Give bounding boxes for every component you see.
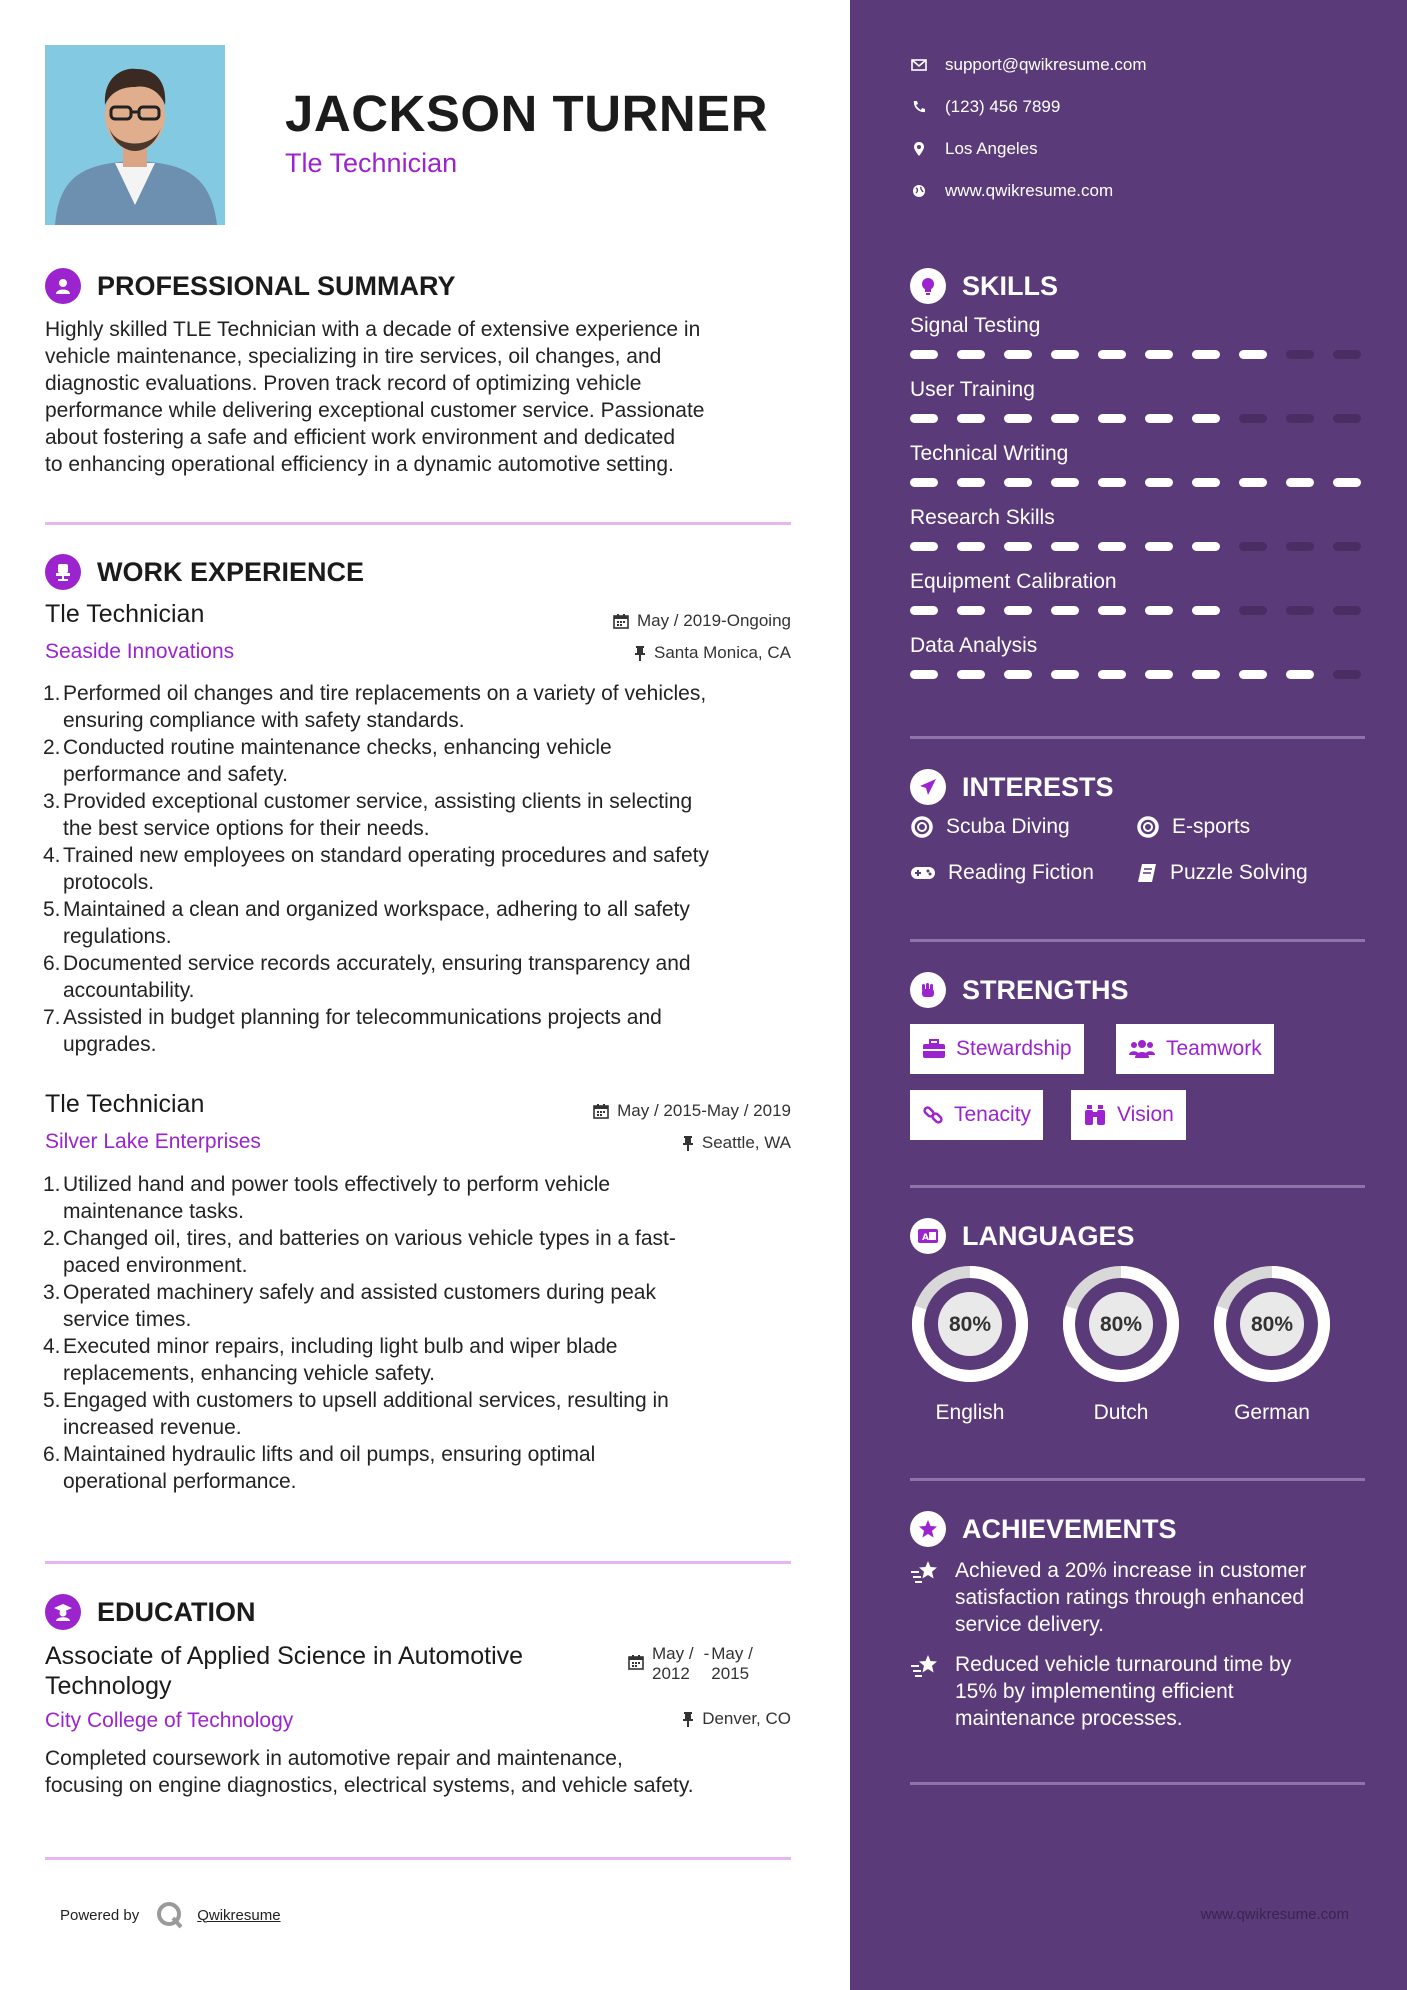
powered-by [60, 1900, 281, 1930]
skill-dash-filled [1051, 606, 1079, 615]
job-duties [45, 1171, 805, 1495]
degree-line: Technology [45, 1672, 172, 1700]
section-title: ACHIEVEMENTS [962, 1513, 1177, 1544]
date-range: May / 2019-Ongoing [636, 611, 791, 630]
skill-dash-filled [1098, 414, 1126, 423]
briefcase-icon [922, 1039, 946, 1059]
skill-name: Research Skills [910, 506, 1055, 529]
skill-dash-filled [1098, 670, 1126, 679]
skill-dash-filled [1051, 414, 1079, 423]
achievement-text [955, 1557, 1306, 1638]
link-icon [922, 1104, 944, 1126]
date-separator: - [703, 1644, 710, 1663]
description-line: Completed coursework in automotive repair and maintenance, [45, 1747, 623, 1770]
skill-dash-filled [957, 414, 985, 423]
achievement-line: maintenance processes. [955, 1707, 1183, 1730]
interests-heading [910, 769, 1114, 805]
section-title: INTERESTS [962, 771, 1114, 802]
summary-line: vehicle maintenance, specializing in tire services, oil changes, and [45, 345, 662, 368]
job-title: Tle Technician [45, 600, 205, 628]
language-gauge [1061, 1264, 1181, 1384]
strength-chip [1071, 1090, 1186, 1140]
skill-dash-filled [1192, 606, 1220, 615]
item-text: Changed oil, tires, and batteries on various vehicle types in a fast- [63, 1227, 676, 1250]
qwikresume-logo-icon [155, 1900, 185, 1930]
skill-level-meter [910, 478, 1370, 487]
skill-dash-filled [957, 670, 985, 679]
section-title: STRENGTHS [962, 974, 1129, 1005]
map-pin-icon [910, 141, 928, 157]
skill-dash-empty [1239, 414, 1267, 423]
education-heading [45, 1594, 256, 1630]
skill-dash-filled [1051, 542, 1079, 551]
skill-dash-filled [957, 606, 985, 615]
graduate-icon [45, 1594, 81, 1630]
interest-item [1136, 815, 1250, 839]
location-text: Seattle, WA [701, 1133, 791, 1152]
strength-chip [910, 1090, 1043, 1140]
section-title: WORK EXPERIENCE [97, 556, 365, 587]
sidebar [850, 0, 1407, 1990]
achievement-line: Reduced vehicle turnaround time by [955, 1653, 1292, 1676]
skill-dash-filled [910, 350, 938, 359]
contact-text: (123) 456 7899 [945, 97, 1061, 116]
item-text: increased revenue. [63, 1416, 242, 1439]
contact-list [910, 44, 1147, 212]
skill-dash-empty [1286, 414, 1314, 423]
achievement-item [910, 1557, 1370, 1638]
item-number: 2. [43, 736, 61, 759]
envelope-icon [910, 59, 928, 71]
skill-dash-empty [1286, 350, 1314, 359]
skill-dash-filled [1239, 350, 1267, 359]
section-divider [910, 1478, 1365, 1481]
skill-dash-filled [910, 606, 938, 615]
skill-dash-filled [1004, 670, 1032, 679]
pin-icon [634, 645, 646, 661]
achievement-line: Achieved a 20% increase in customer [955, 1559, 1307, 1582]
achievement-line: satisfaction ratings through enhanced [955, 1586, 1305, 1609]
skill-dash-empty [1333, 670, 1361, 679]
list-item [45, 1441, 805, 1495]
calendar-icon [628, 1654, 644, 1670]
skill-dash-filled [1286, 478, 1314, 487]
interest-label: E-sports [1172, 815, 1251, 838]
skill-name: Equipment Calibration [910, 570, 1117, 593]
company-name: Seaside Innovations [45, 640, 235, 663]
list-item [45, 1225, 805, 1279]
item-number: 4. [43, 1335, 61, 1358]
achievement-line: service delivery. [955, 1613, 1104, 1636]
skill-dash-filled [957, 478, 985, 487]
strengths-heading [910, 972, 1129, 1008]
item-text: Assisted in budget planning for telecommunications projects and [63, 1006, 662, 1029]
item-text: Trained new employees on standard operating procedures and safety [63, 844, 709, 867]
language-item [1061, 1264, 1181, 1425]
section-title: LANGUAGES [962, 1220, 1135, 1251]
summary-line: diagnostic evaluations. Proven track record of optimizing vehicle [45, 372, 642, 395]
summary-line: to enhancing operational efficiency in a dynamic automotive setting. [45, 453, 674, 476]
skill-dash-empty [1286, 542, 1314, 551]
list-item [45, 842, 805, 896]
strength-label: Stewardship [956, 1037, 1072, 1060]
skill-dash-filled [1051, 670, 1079, 679]
item-number: 7. [43, 1006, 61, 1029]
job-location [682, 1133, 791, 1153]
life-ring-icon [1136, 815, 1160, 839]
skill-dash-filled [1098, 606, 1126, 615]
date-part: 2012 [652, 1664, 690, 1683]
job-title: Tle Technician [45, 1090, 205, 1118]
languages-heading [910, 1218, 1135, 1254]
list-item [45, 734, 805, 788]
skill-item [910, 378, 1370, 442]
achievements-heading [910, 1511, 1177, 1547]
gauge-percent-label: 80% [1250, 1313, 1294, 1336]
item-text: Executed minor repairs, including light bulb and wiper blade [63, 1335, 618, 1358]
skill-dash-filled [1192, 414, 1220, 423]
list-item [45, 896, 805, 950]
strength-label: Tenacity [954, 1103, 1032, 1126]
language-item [1212, 1264, 1332, 1425]
skill-dash-empty [1239, 542, 1267, 551]
interest-item [1136, 861, 1308, 885]
location-text: Santa Monica, CA [653, 643, 791, 662]
item-number: 1. [43, 682, 61, 705]
skill-dash-empty [1333, 350, 1361, 359]
section-divider [910, 736, 1365, 739]
skill-dash-filled [1239, 670, 1267, 679]
skill-level-meter [910, 542, 1370, 551]
skill-dash-empty [1333, 606, 1361, 615]
skill-dash-filled [1192, 350, 1220, 359]
skill-dash-filled [1145, 350, 1173, 359]
item-text: protocols. [63, 871, 155, 894]
item-text: Utilized hand and power tools effectively to perform vehicle [63, 1173, 611, 1196]
item-number: 3. [43, 790, 61, 813]
skills-list [910, 314, 1370, 698]
skill-dash-filled [1145, 478, 1173, 487]
skill-dash-empty [1286, 606, 1314, 615]
footer-website[interactable]: www.qwikresume.com [1200, 1906, 1349, 1923]
section-title: EDUCATION [97, 1596, 256, 1627]
list-item [45, 1333, 805, 1387]
users-icon [1128, 1039, 1156, 1059]
translate-icon [910, 1218, 946, 1254]
skill-dash-filled [1051, 350, 1079, 359]
list-item [45, 1279, 805, 1333]
education-dates [628, 1644, 753, 1684]
contact-text: www.qwikresume.com [945, 181, 1114, 200]
book-icon [1136, 862, 1158, 884]
section-title: PROFESSIONAL SUMMARY [97, 270, 456, 301]
skill-item [910, 442, 1370, 506]
skill-dash-filled [1192, 542, 1220, 551]
powered-by-label: Powered by [60, 1906, 140, 1924]
skill-dash-filled [1286, 670, 1314, 679]
skill-level-meter [910, 670, 1370, 679]
skill-dash-filled [1004, 542, 1032, 551]
skill-dash-filled [1192, 478, 1220, 487]
item-text: operational performance. [63, 1470, 297, 1493]
skill-dash-empty [1333, 414, 1361, 423]
item-text: the best service options for their needs. [63, 817, 430, 840]
item-text: maintenance tasks. [63, 1200, 244, 1223]
job-dates [613, 611, 791, 631]
skill-item [910, 570, 1370, 634]
skill-level-meter [910, 606, 1370, 615]
item-text: Conducted routine maintenance checks, enhancing vehicle [63, 736, 612, 759]
item-text: upgrades. [63, 1033, 157, 1056]
contact-text: Los Angeles [945, 139, 1038, 158]
list-item [45, 680, 805, 734]
description-line: focusing on engine diagnostics, electrical systems, and vehicle safety. [45, 1774, 694, 1797]
qwikresume-link[interactable]: Qwikresume [197, 1906, 281, 1924]
list-item [45, 950, 805, 1004]
end-date [711, 1644, 753, 1684]
interest-label: Puzzle Solving [1170, 861, 1308, 884]
skill-name: Signal Testing [910, 314, 1041, 337]
shooting-star-icon [910, 1557, 940, 1638]
job-duties [45, 680, 805, 1058]
paper-plane-icon [910, 769, 946, 805]
item-number: 1. [43, 1173, 61, 1196]
skills-heading [910, 268, 1058, 304]
svg-text:A: A [922, 1233, 929, 1243]
list-item [45, 1387, 805, 1441]
degree-line: Associate of Applied Science in Automotive [45, 1642, 524, 1670]
school-name: City College of Technology [45, 1709, 294, 1732]
skill-dash-filled [1192, 670, 1220, 679]
language-name: Dutch [1093, 1401, 1149, 1424]
profile-photo [45, 45, 225, 225]
pin-icon [682, 1711, 694, 1727]
skill-dash-filled [910, 670, 938, 679]
strength-chip [1116, 1024, 1274, 1074]
date-part: 2015 [711, 1664, 750, 1683]
section-title: SKILLS [962, 270, 1059, 301]
skill-dash-filled [1004, 606, 1032, 615]
list-item [45, 788, 805, 842]
start-date [652, 1644, 694, 1684]
item-number: 5. [43, 1389, 61, 1412]
skill-name: Technical Writing [910, 442, 1069, 465]
contact-phone[interactable] [910, 86, 1147, 128]
contact-location [910, 128, 1147, 170]
item-text: performance and safety. [63, 763, 288, 786]
item-text: paced environment. [63, 1254, 248, 1277]
item-text: service times. [63, 1308, 192, 1331]
list-item [45, 1004, 805, 1058]
skill-item [910, 314, 1370, 378]
skill-dash-filled [1098, 478, 1126, 487]
item-number: 6. [43, 1443, 61, 1466]
skill-dash-filled [1239, 478, 1267, 487]
candidate-name: JACKSON TURNER [285, 85, 769, 142]
degree-title [45, 1641, 523, 1701]
skill-dash-filled [1145, 414, 1173, 423]
item-number: 4. [43, 844, 61, 867]
gauge-percent-label: 80% [948, 1313, 992, 1336]
summary-line: about fostering a safe and efficient work environment and dedicated [45, 426, 676, 449]
fist-icon [910, 972, 946, 1008]
skill-dash-filled [1004, 414, 1032, 423]
strength-label: Vision [1117, 1103, 1174, 1126]
contact-website[interactable] [910, 170, 1147, 212]
skill-item [910, 634, 1370, 698]
skill-name: Data Analysis [910, 634, 1038, 657]
summary-text [45, 316, 805, 478]
school-location [682, 1709, 791, 1729]
language-gauge [1212, 1264, 1332, 1384]
gamepad-icon [910, 864, 936, 882]
achievement-line: 15% by implementing efficient [955, 1680, 1234, 1703]
phone-icon [910, 100, 928, 114]
skill-dash-empty [1239, 606, 1267, 615]
chair-icon [45, 554, 81, 590]
skill-dash-filled [1145, 542, 1173, 551]
contact-text: support@qwikresume.com [945, 55, 1147, 74]
achievement-item [910, 1651, 1370, 1732]
item-text: Engaged with customers to upsell additional services, resulting in [63, 1389, 669, 1412]
item-text: accountability. [63, 979, 195, 1002]
item-number: 3. [43, 1281, 61, 1304]
interest-item [910, 815, 1070, 839]
binoculars-icon [1083, 1104, 1107, 1126]
skill-dash-filled [1098, 542, 1126, 551]
skill-dash-empty [1333, 542, 1361, 551]
experience-heading [45, 554, 364, 590]
section-divider [45, 1561, 791, 1564]
user-icon [45, 268, 81, 304]
date-part: May / [711, 1644, 753, 1663]
summary-line: Highly skilled TLE Technician with a decade of extensive experience in [45, 318, 701, 341]
skill-dash-filled [910, 414, 938, 423]
section-divider [45, 522, 791, 525]
skill-dash-filled [957, 350, 985, 359]
section-divider [910, 1185, 1365, 1188]
language-gauge [910, 1264, 1030, 1384]
summary-line: performance while delivering exceptional customer service. Passionate [45, 399, 705, 422]
contact-email[interactable] [910, 44, 1147, 86]
pin-icon [682, 1135, 694, 1151]
language-name: English [935, 1401, 1005, 1424]
skill-level-meter [910, 414, 1370, 423]
item-number: 6. [43, 952, 61, 975]
date-range: May / 2015-May / 2019 [617, 1101, 791, 1120]
candidate-role: Tle Technician [285, 148, 458, 178]
section-divider [910, 939, 1365, 942]
lightbulb-icon [910, 268, 946, 304]
list-item [45, 1171, 805, 1225]
skill-dash-filled [910, 542, 938, 551]
item-text: replacements, enhancing vehicle safety. [63, 1362, 435, 1385]
section-divider [45, 1857, 791, 1860]
item-number: 2. [43, 1227, 61, 1250]
item-text: regulations. [63, 925, 172, 948]
summary-heading [45, 268, 456, 304]
gauge-percent-label: 80% [1099, 1313, 1143, 1336]
job-location [634, 643, 791, 663]
company-name: Silver Lake Enterprises [45, 1130, 261, 1153]
calendar-icon [593, 1103, 609, 1119]
skill-dash-filled [910, 478, 938, 487]
item-text: Maintained hydraulic lifts and oil pumps, ensuring optimal [63, 1443, 596, 1466]
language-name: German [1234, 1401, 1310, 1424]
language-item [910, 1264, 1030, 1425]
item-text: Documented service records accurately, ensuring transparency and [63, 952, 691, 975]
calendar-icon [613, 613, 629, 629]
section-divider [910, 1782, 1365, 1785]
skill-dash-filled [1145, 670, 1173, 679]
skill-dash-filled [1145, 606, 1173, 615]
skill-level-meter [910, 350, 1370, 359]
skill-dash-filled [1004, 478, 1032, 487]
skill-item [910, 506, 1370, 570]
life-ring-icon [910, 815, 934, 839]
location-text: Denver, CO [702, 1709, 791, 1728]
item-text: Performed oil changes and tire replacements on a variety of vehicles, [63, 682, 707, 705]
item-text: Operated machinery safely and assisted customers during peak [63, 1281, 656, 1304]
interest-label: Scuba Diving [946, 815, 1070, 838]
item-text: Provided exceptional customer service, assisting clients in selecting [63, 790, 693, 813]
achievement-text [955, 1651, 1291, 1732]
interest-label: Reading Fiction [948, 861, 1094, 884]
skill-dash-filled [1004, 350, 1032, 359]
skill-dash-filled [957, 542, 985, 551]
languages-list [910, 1264, 1332, 1425]
job-dates [593, 1101, 791, 1121]
item-text: Maintained a clean and organized workspace, adhering to all safety [63, 898, 690, 921]
skill-dash-filled [1051, 478, 1079, 487]
skill-dash-filled [1333, 478, 1361, 487]
star-badge-icon [910, 1511, 946, 1547]
interest-item [910, 861, 1094, 885]
education-description [45, 1745, 805, 1799]
skill-name: User Training [910, 378, 1035, 401]
globe-icon [910, 184, 928, 198]
shooting-star-icon [910, 1651, 940, 1732]
item-text: ensuring compliance with safety standards. [63, 709, 465, 732]
item-number: 5. [43, 898, 61, 921]
date-part: May / [652, 1644, 694, 1663]
strength-chip [910, 1024, 1084, 1074]
skill-dash-filled [1098, 350, 1126, 359]
strength-label: Teamwork [1166, 1037, 1262, 1060]
